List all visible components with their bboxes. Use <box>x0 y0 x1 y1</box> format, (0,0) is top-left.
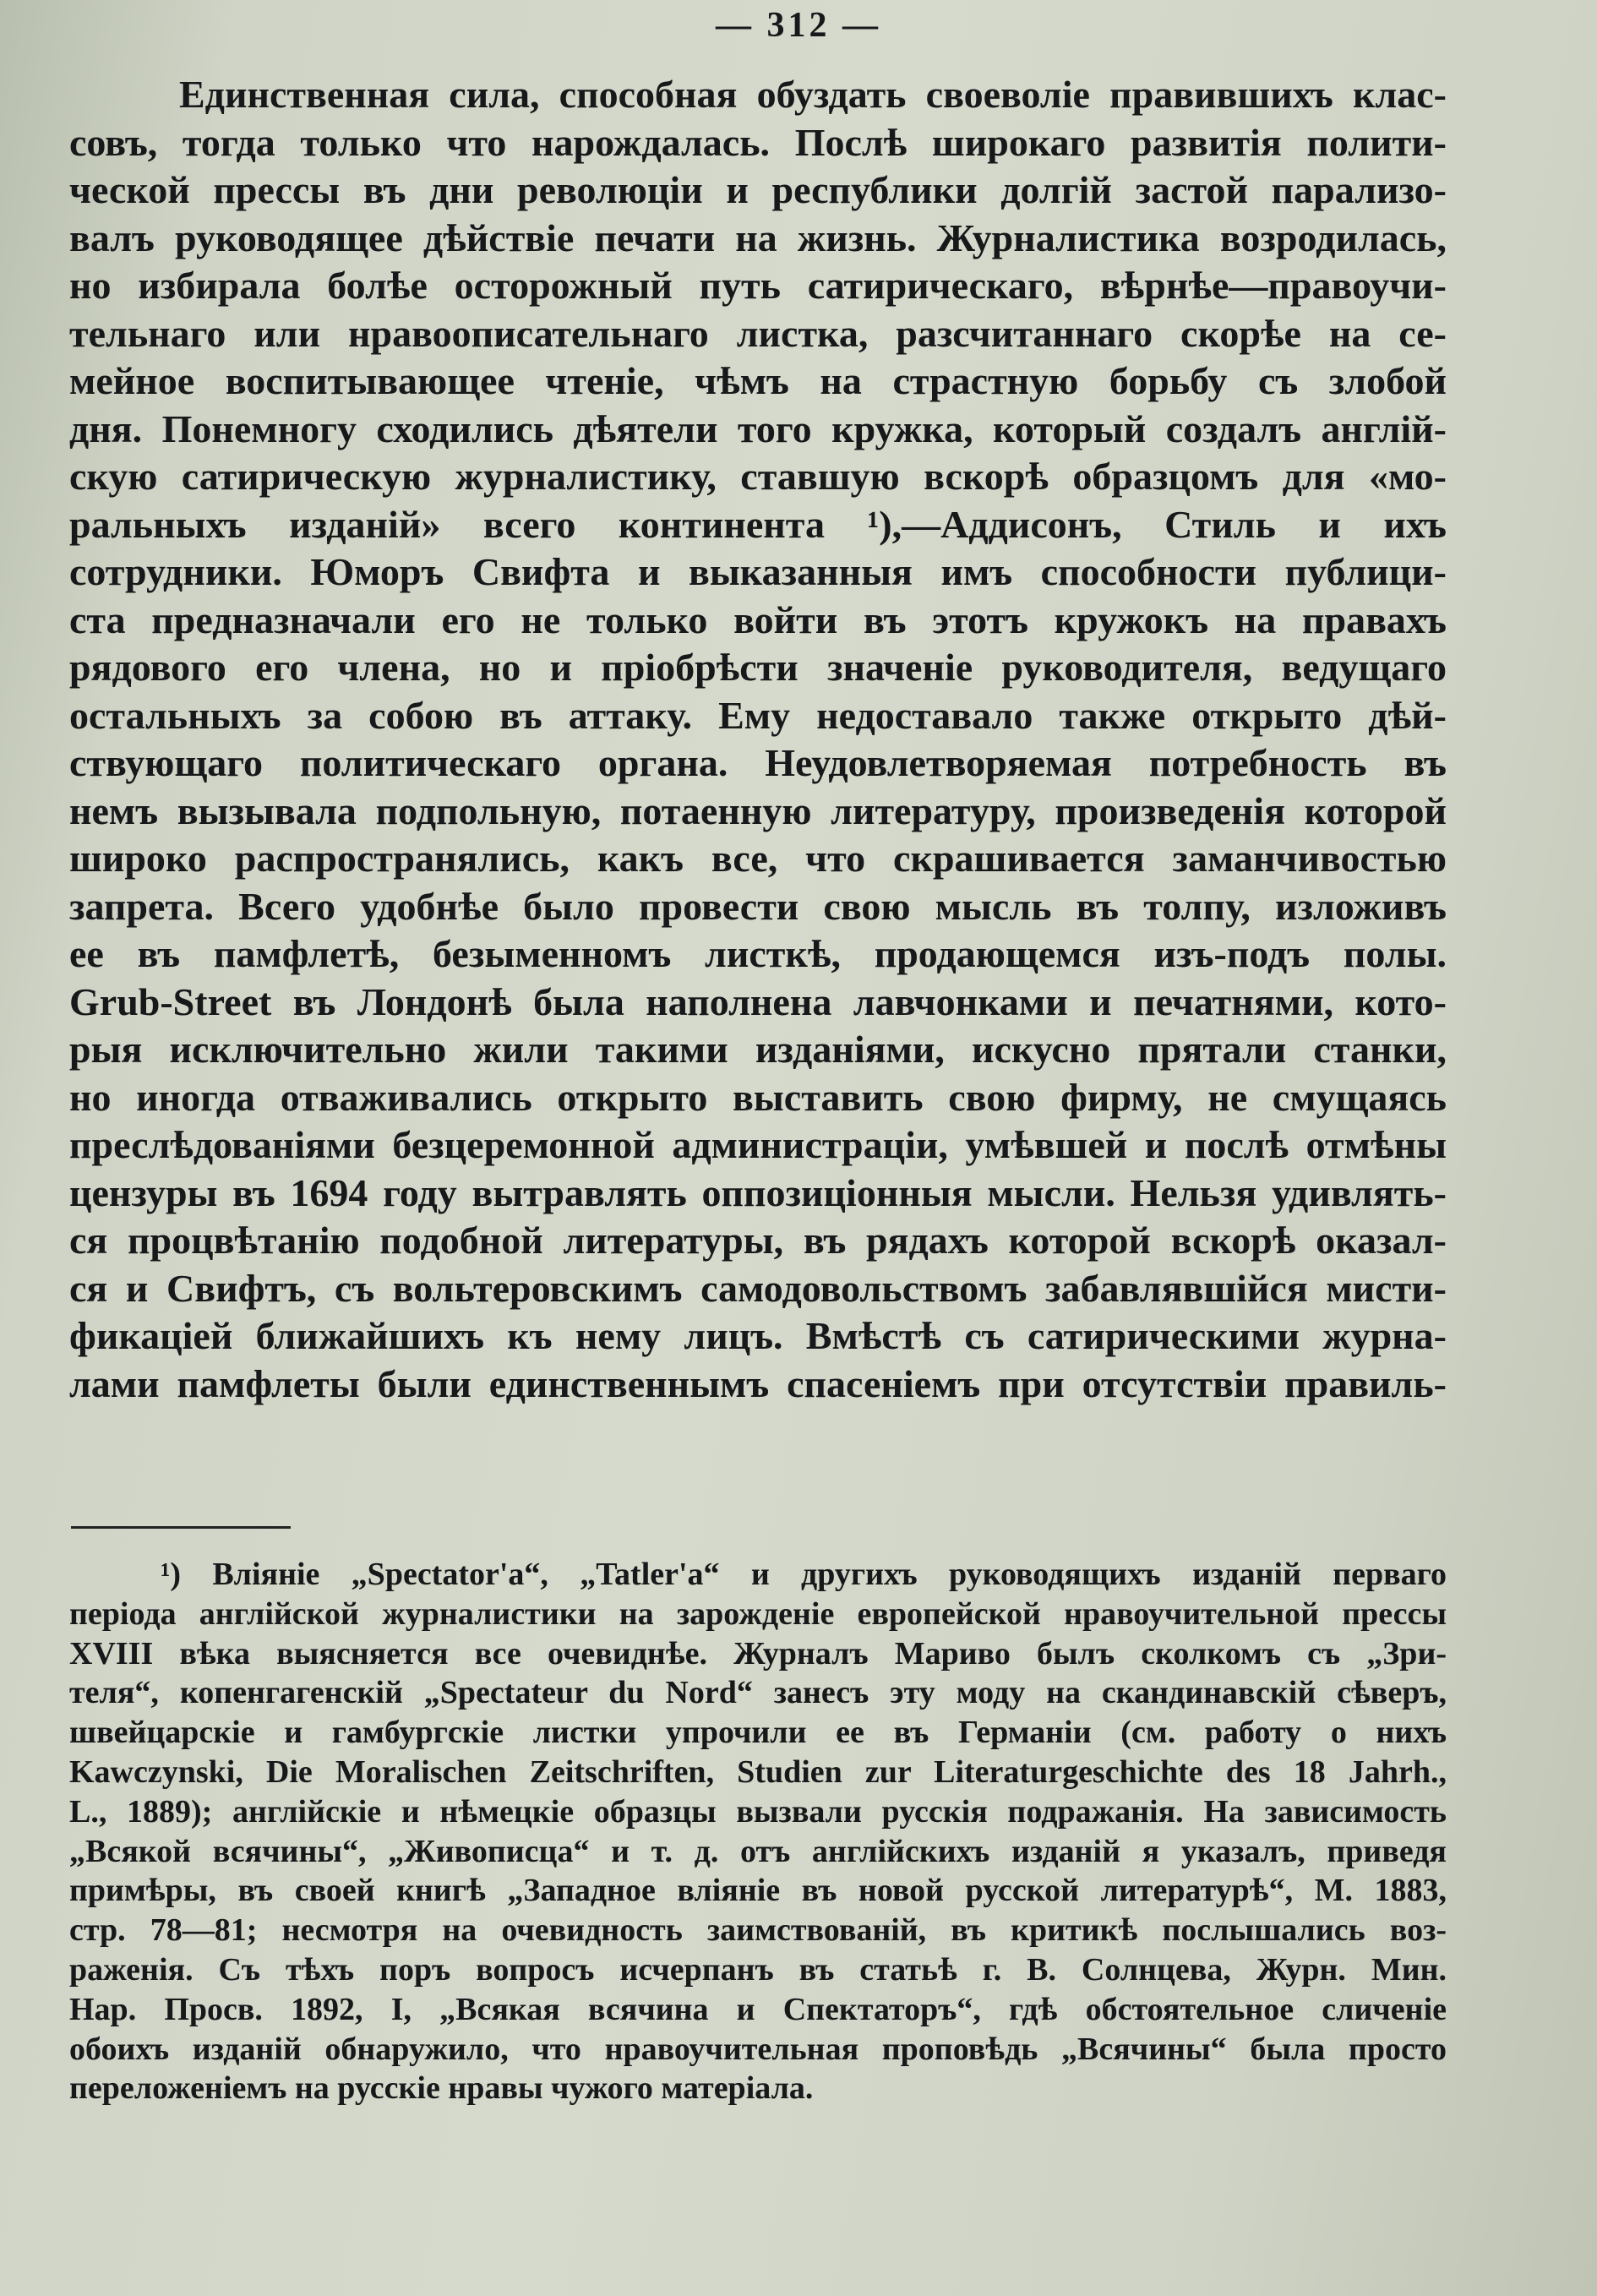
text-line: ральныхъ изданій» всего континента ¹),—Аддисонъ, Стиль и ихъ <box>69 502 1447 546</box>
text-line: ствующаго политическаго органа. Неудовлетворяемая потребность въ <box>69 741 1447 784</box>
text-line: Grub-Street въ Лондонѣ была наполнена лавчонками и печатнями, кото- <box>69 979 1447 1023</box>
text-line: запрета. Всего удобнѣе было провести свою мысль въ толпу, изложивъ <box>69 884 1447 928</box>
text-line: ся процвѣтанію подобной литературы, въ рядахъ которой вскорѣ оказал- <box>69 1219 1447 1262</box>
footnote-line: примѣры, въ своей книгѣ „Западное вліяніе въ новой русской литературѣ“, М. 1883, <box>69 1873 1447 1909</box>
footnote <box>69 1555 1447 2108</box>
text-line: мейное воспитывающее чтеніе, чѣмъ на страстную борьбу съ злобой <box>69 359 1447 402</box>
footnote-line: переложеніемъ на русскіе нравы чужого матеріала. <box>69 2070 814 2107</box>
text-line: широко распространялись, какъ все, что скрашивается заманчивостью <box>69 837 1447 880</box>
footnote-line: періода англійской журналистики на зарожденіе европейской нравоучительной прессы <box>69 1595 1447 1632</box>
footnote-line: L., 1889); англійскіе и нѣмецкіе образцы вызвали русскія подражанія. На зависимость <box>69 1793 1447 1830</box>
footnote-line: обоихъ изданій обнаружило, что нравоучительная проповѣдь „Всячины“ была просто <box>69 2031 1447 2067</box>
text-line: ее въ памфлетѣ, безыменномъ листкѣ, продающемся изъ-подъ полы. <box>69 932 1447 975</box>
footnote-divider <box>71 1526 291 1529</box>
footnote-line: стр. 78—81; несмотря на очевидность заимствованій, въ критикѣ послышались воз- <box>69 1912 1447 1949</box>
text-line: скую сатирическую журналистику, ставшую вскорѣ образцомъ для «мо- <box>69 455 1447 498</box>
main-text <box>69 71 1447 1408</box>
text-line: остальныхъ за собою въ аттаку. Ему недоставало также открыто дѣй- <box>69 693 1447 737</box>
page-number: — 312 — <box>716 6 881 45</box>
text-line: рядового его члена, но и пріобрѣсти значеніе руководителя, ведущаго <box>69 646 1447 689</box>
text-line: совъ, тогда только что нарождалась. Послѣ широкаго развитія полити- <box>69 120 1447 164</box>
text-line: ся и Свифтъ, съ вольтеровскимъ самодовольствомъ забавлявшійся мисти- <box>69 1266 1447 1310</box>
footnote-line: ¹) Вліяніе „Spectator'a“, „Tatler'a“ и другихъ руководящихъ изданій перваго <box>161 1557 1447 1592</box>
text-line: рыя исключительно жили такими изданіями, искусно прятали станки, <box>69 1028 1447 1071</box>
text-line: фикаціей ближайшихъ къ нему лицъ. Вмѣстѣ съ сатирическими журна- <box>69 1314 1447 1357</box>
text-line: валъ руководящее дѣйствіе печати на жизнь. Журналистика возродилась, <box>69 215 1447 259</box>
footnote-line: швейцарскіе и гамбургскіе листки упрочили ее въ Германіи (см. работу о нихъ <box>69 1715 1447 1751</box>
text-line: ческой прессы въ дни революціи и республики долгій застой парализо- <box>69 168 1447 211</box>
text-line: тельнаго или нравоописательнаго листка, разсчитаннаго скорѣе на се- <box>69 311 1447 355</box>
footnote-line: Kawczynski, Die Moralischen Zeitschriften, Studien zur Literaturgeschichte des 18 Jahrh., <box>69 1753 1447 1790</box>
text-line: немъ вызывала подпольную, потаенную литературу, произведенія которой <box>69 788 1447 832</box>
text-line: дня. Понемногу сходились дѣятели того кружка, который создалъ англій- <box>69 406 1447 450</box>
text-line: но иногда отваживались открыто выставить свою фирму, не смущаясь <box>69 1075 1447 1119</box>
text-line: преслѣдованіями безцеремонной администраціи, умѣвшей и послѣ отмѣны <box>69 1123 1447 1166</box>
footnote-line: Нар. Просв. 1892, I, „Всякая всячина и Спектаторъ“, гдѣ обстоятельное сличеніе <box>69 1991 1447 2027</box>
text-line: ста предназначали его не только войти въ этотъ кружокъ на правахъ <box>69 597 1447 641</box>
text-line: цензуры въ 1694 году вытравлять оппозиціонныя мысли. Нельзя удивлять- <box>69 1170 1447 1214</box>
text-line: но избирала болѣе осторожный путь сатирическаго, вѣрнѣе—правоучи- <box>69 264 1447 307</box>
text-line: сотрудники. Юморъ Свифта и выказанныя имъ способности публици- <box>69 550 1447 593</box>
footnote-line: XVIII вѣка выясняется все очевиднѣе. Журналъ Мариво былъ сколкомъ съ „Зри- <box>69 1635 1447 1672</box>
footnote-line: теля“, копенгагенскій „Spectateur du Nord“ занесъ эту моду на скандинавскій сѣверъ, <box>69 1675 1447 1711</box>
text-line: лами памфлеты были единственнымъ спасеніемъ при отсутствіи правиль- <box>69 1361 1447 1405</box>
footnote-line: раженія. Съ тѣхъ поръ вопросъ исчерпанъ въ статьѣ г. В. Солнцева, Журн. Мин. <box>69 1951 1447 1988</box>
text-line: Единственная сила, способная обуздать своеволіе правившихъ клас- <box>179 73 1447 116</box>
footnote-line: „Всякой всячины“, „Живописца“ и т. д. отъ англійскихъ изданій я указалъ, приведя <box>69 1833 1447 1869</box>
